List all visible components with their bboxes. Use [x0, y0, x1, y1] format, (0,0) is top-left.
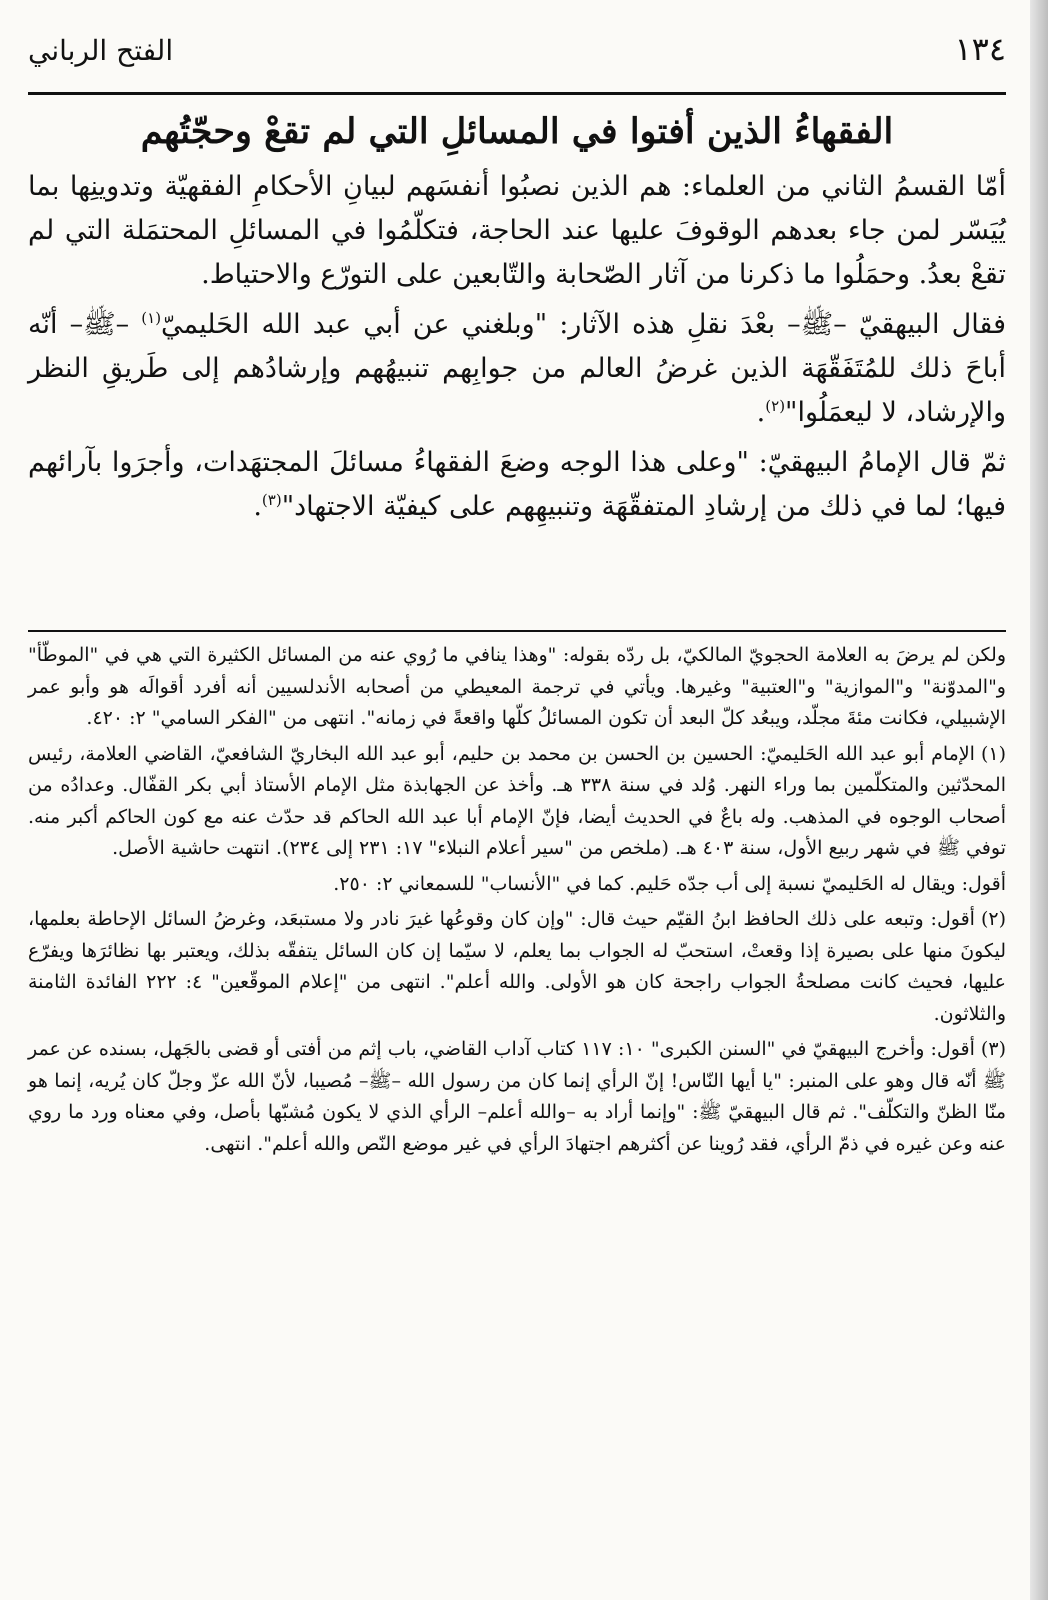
paragraph-2	[28, 303, 1006, 435]
footnote-ref-2: (٢)	[765, 397, 786, 416]
footnote-1-text: الإمام أبو عبد الله الحَليميّ: الحسين بن الحسن بن محمد بن حليم، أبو عبد الله البخاريّ الشافعيّ، القاضي العلامة، رئيس المحدّثين والمتكلّمين بما وراء النهر. وُلد في سنة ٣٣٨ هـ. وأخذ عن الجهابذة مثل الإمام الأستاذ أبي بكر القفّال. وعدادُه من أصحاب الوجوه في المذهب. وله باعٌ في الحديث أيضا، فإنّ الإمام أبا عبد الله الحاكم قد حدّث عنه مع كون الحاكم أكبر منه. توفي ﷺ في شهر ربيع الأول، سنة ٤٠٣ هـ. (ملخص من "سير أعلام النبلاء" ١٧: ٢٣١ إلى ٢٣٤). انتهت حاشية الأصل.	[28, 742, 1006, 859]
footnotes	[28, 640, 1006, 1164]
paragraph-2-text-b: –ﷺ– أنّه أباحَ ذلك للمُتَفَقّهَة الذين غرضُ العالم من جوابِهم تنبيهُهم وإرشادُهم إلى طَريقِ النظر والإرشاد، لا ليعمَلُوا"	[28, 309, 1006, 429]
paragraph-2-end: .	[756, 397, 766, 429]
paragraph-3-end: .	[253, 491, 262, 523]
page-header	[28, 30, 1006, 92]
paragraph-3-text: ثمّ قال الإمامُ البيهقيّ: "وعلى هذا الوجه وضعَ الفقهاءُ مسائلَ المجتهَدات، وأجرَوا بآرائهم فيها؛ لما في ذلك من إرشادِ المتفقّهَة وتنبيهِهم على كيفيّة الاجتهاد"	[28, 447, 1006, 523]
section-title: الفقهاءُ الذين أفتوا في المسائلِ التي لم تقعْ وحجّتُهم	[140, 111, 894, 152]
footnote-1-note: أقول: ويقال له الحَليميّ نسبة إلى أب جدّه حَليم. كما في "الأنساب" للسمعاني ٢: ٢٥٠.	[333, 872, 1006, 895]
page-number: ١٣٤	[954, 30, 1006, 68]
footnote-1	[28, 739, 1006, 865]
footnote-ref-1: (١)	[141, 309, 162, 328]
paragraph-3	[28, 441, 1006, 529]
footnote-3	[28, 1034, 1006, 1160]
main-text	[28, 104, 1006, 535]
paragraph-2-text-a: فقال البيهقيّ –ﷺ– بعْدَ نقلِ هذه الآثار: "وبلغني عن أبي عبد الله الحَليميّ	[161, 309, 1006, 341]
page-edge	[1030, 0, 1048, 1600]
footnote-2	[28, 904, 1006, 1030]
footnote-ref-3: (٣)	[261, 491, 282, 510]
running-title: الفتح الرباني	[28, 34, 174, 67]
footnote-intro: ولكن لم يرضَ به العلامة الحجويّ المالكيّ، بل ردّه بقوله: "وهذا ينافي ما رُوي عنه من المسائل الكثيرة التي هي في "الموطّأ" و"المدوّنة" و"الموازية" و"العتبية" وغيرها. ويأتي في ترجمة المعيطي من أصحابه الأندلسيين أنه أفرد أقوالَه هو وأبو عمر الإشبيلي، فكانت مئةَ مجلّد، ويبعُد كلّ البعد أن تكون المسائلُ كلّها واقعةً في زمانه". انتهى من "الفكر السامي" ٢: ٤٢٠.	[28, 644, 1006, 729]
footnote-3-marker: (٣)	[980, 1038, 1006, 1060]
footnote-3-text: أقول: وأخرج البيهقيّ في "السنن الكبرى" ١٠: ١١٧ كتاب آداب القاضي، باب إثم من أفتى أو قضى بالجَهل، بسنده عن عمر ﷺ أنّه قال وهو على المنبر: "يا أيها النّاس! إنّ الرأي إنما كان من رسول الله –ﷺ– مُصيبا، لأنّ الله عزّ وجلّ كان يُريه، إنما هو منّا الظنّ والتكلّف". ثم قال البيهقيّ ﷺ: "وإنما أراد به –والله أعلم– الرأي الذي لا يكون مُشبّها بأصل، وفي معناه ورد ما روي عنه وعن غيره في ذمّ الرأي، فقد رُوينا عن أكثرهم اجتهادَ الرأي في غير موضع النّص والله أعلم". انتهى.	[28, 1038, 1006, 1155]
paragraph-1: أمّا القسمُ الثاني من العلماء: هم الذين نصبُوا أنفسَهم لبيانِ الأحكامِ الفقهيّة وتدوينِها بما يُيَسّر لمن جاء بعدهم الوقوفَ عليها عند الحاجة، فتكلّمُوا في المسائلِ المحتمَلة التي لم تقعْ بعدُ. وحمَلُوا ما ذكرنا من آثار الصّحابة والتّابعين على التورّع والاحتياط.	[28, 171, 1006, 291]
footnote-2-marker: (٢)	[980, 908, 1006, 930]
footnote-2-text: أقول: وتبعه على ذلك الحافظ ابنُ القيّم حيث قال: "وإن كان وقوعُها غيرَ نادر ولا مستبعَد، وغرضُ السائل الإحاطة بعلمها، ليكونَ منها على بصيرة إذا وقعتْ، استحبّ له الجواب بما يعلم، لا سيّما إن كان السائل يتفقّه بذلك، ويعتبر بها نظائرَها ويفرّع عليها، فحيث كانت مصلحةُ الجواب راجحة كان هو الأولى. والله أعلم". انتهى من "إعلام الموقّعين" ٤: ٢٢٢ الفائدة الثامنة والثلاثون.	[28, 908, 1006, 1025]
footnote-1-marker: (١)	[980, 742, 1006, 765]
header-divider	[28, 92, 1006, 95]
footnote-divider	[28, 630, 1006, 632]
